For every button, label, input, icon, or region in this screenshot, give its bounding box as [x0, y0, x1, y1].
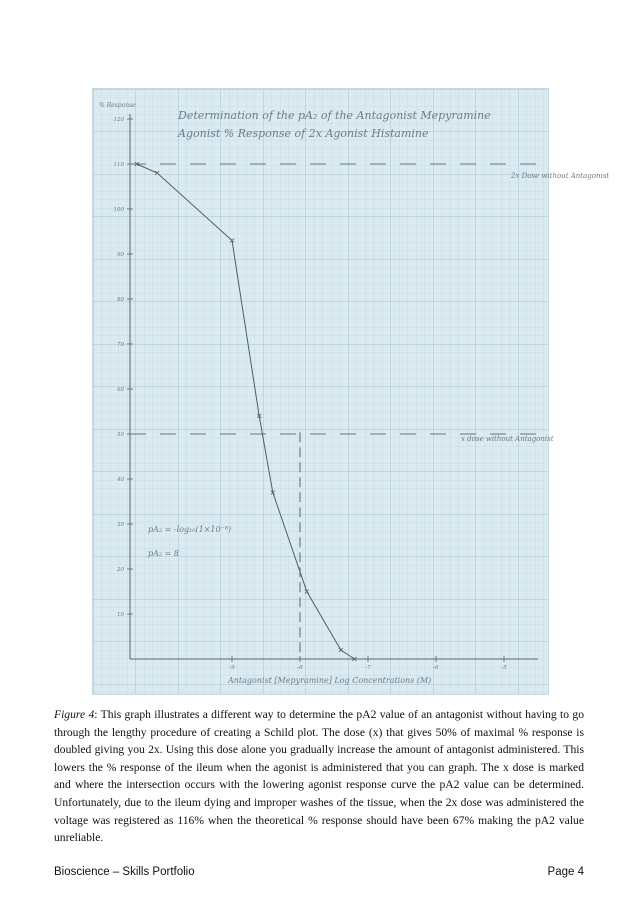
x-axis-label: Antagonist [Mepyramine] Log Concentrations (M) — [228, 676, 432, 685]
graph-title-line1: Determination of the pA₂ of the Antagonist Mepyramine — [178, 109, 491, 122]
y-axis-label: % Response — [99, 102, 136, 109]
y-tick-label: 90 — [117, 252, 124, 258]
x-tick-label: -5 — [501, 665, 507, 671]
graph-title-line2: Agonist % Response of 2x Agonist Histamine — [178, 127, 429, 140]
equation-text: pA₂ = -log₁₀(1×10⁻⁸) — [148, 525, 232, 534]
caption-text: : This graph illustrates a different way to determine the pA2 value of an antagonist without having to go through the lengthy procedure of creating a Schild plot. The dose (x) that gives 50% of maximal % response is doubled giving you 2x. Using this dose alone you gradually increase the amount of antagonist administered. This lowers the % response of the ileum when the agonist is administered that you can graph. The x dose is marked and where the intersection occurs with the lowering agonist response curve the pA2 value can be determined. Unfortunately, due to the ileum dying and improper washes of the tissue, when the 2x dose was administered the voltage was registered as 116% when the theoretical % response should have been 67% making the pA2 value unreliable. — [54, 708, 584, 845]
graph-paper — [93, 89, 548, 694]
y-tick-label: 100 — [113, 207, 124, 213]
footer-title: Bioscience – Skills Portfolio — [54, 866, 195, 878]
y-tick-label: 110 — [113, 162, 124, 168]
y-tick-label: 20 — [117, 567, 124, 573]
caption-label: Figure 4 — [54, 708, 95, 721]
y-tick-label: 80 — [117, 297, 124, 303]
x-tick-label: -6 — [433, 665, 439, 671]
page-number: Page 4 — [547, 866, 584, 878]
result-text: pA₂ = 8 — [148, 549, 179, 558]
y-tick-label: 50 — [117, 432, 124, 438]
figure-caption — [54, 706, 584, 847]
page-footer — [54, 866, 584, 878]
x-tick-label: -8 — [297, 665, 303, 671]
y-tick-label: 30 — [117, 522, 124, 528]
y-tick-label: 40 — [117, 477, 124, 483]
y-tick-label: 60 — [117, 387, 124, 393]
y-tick-label: 70 — [117, 342, 124, 348]
x-tick-label: -9 — [229, 665, 235, 671]
annotation-2x-dose: 2x Dose without Antagonist — [511, 172, 610, 180]
annotation-x-dose: x dose without Antagonist — [461, 435, 554, 443]
x-tick-label: -7 — [365, 665, 371, 671]
figure-graph-photo — [92, 88, 610, 695]
y-tick-label: 120 — [113, 117, 124, 123]
graph-svg — [93, 89, 610, 694]
y-tick-label: 10 — [117, 612, 124, 618]
